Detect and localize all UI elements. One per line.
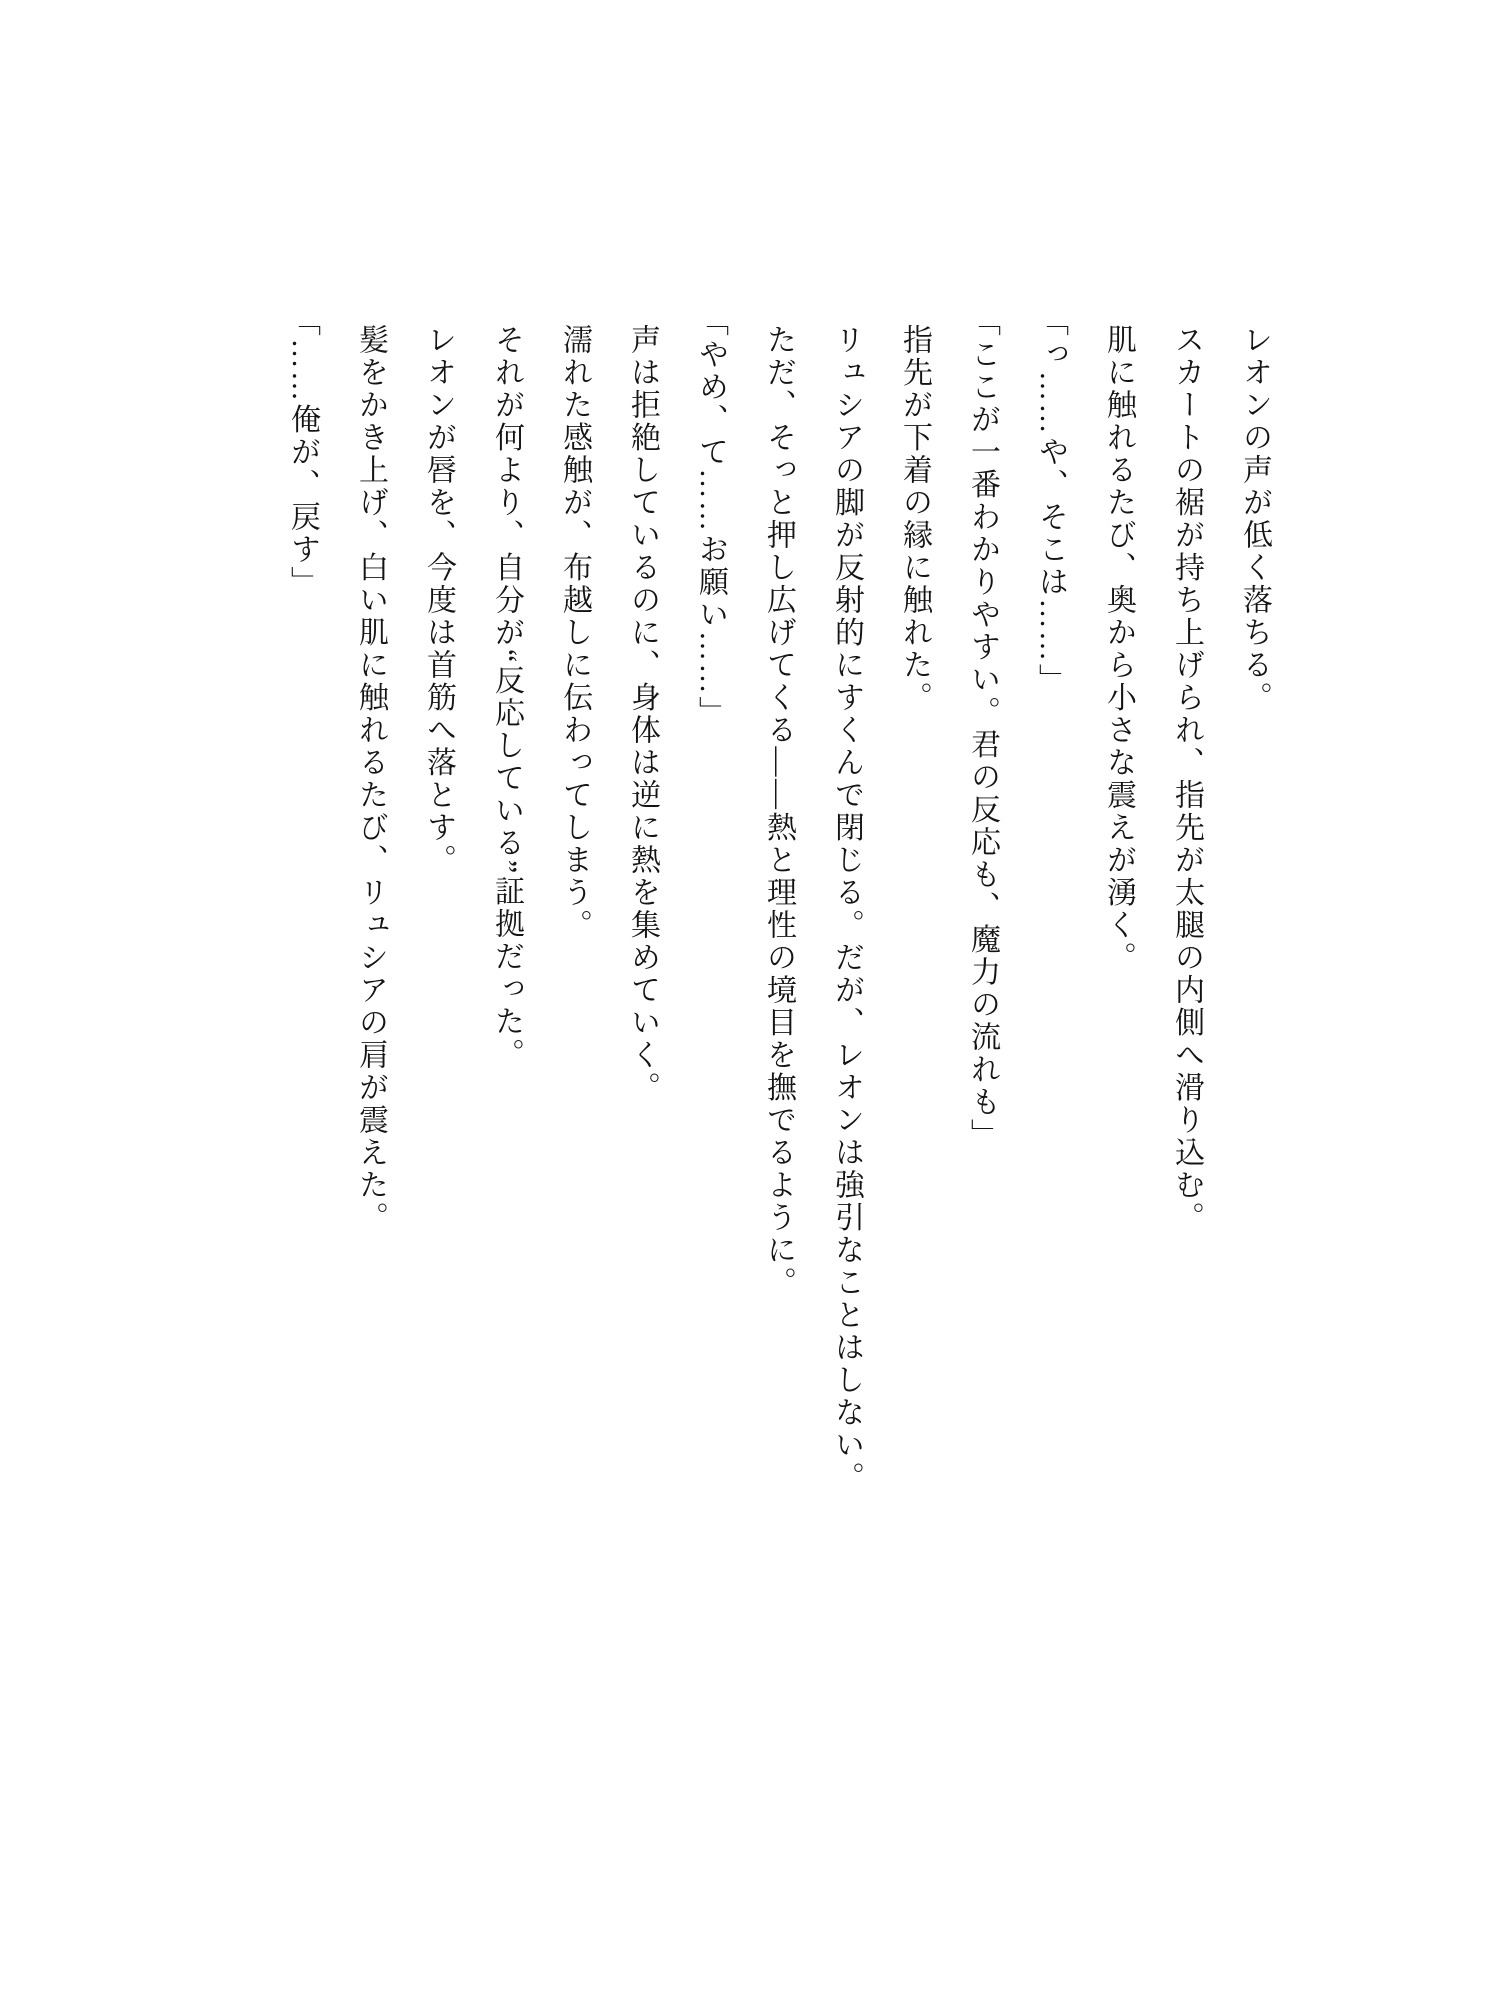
paragraph-6: 指先が下着の縁に触れた。 <box>898 324 931 714</box>
paragraph-5-dialogue: 「ここが一番わかりやすい。君の反応も、魔力の流れも」 <box>966 306 999 1151</box>
paragraph-11: 濡れた感触が、布越しに伝わってしまう。 <box>558 324 591 942</box>
paragraph-8: ただ、そっと押し広げてくる——熱と理性の境目を撫でるように。 <box>762 324 795 1299</box>
paragraph-7: リュシアの脚が反射的にすくんで閉じる。だが、レオンは強引なことはしない。 <box>830 324 863 1494</box>
paragraph-3: 肌に触れるたび、奥から小さな震えが湧く。 <box>1102 324 1135 974</box>
paragraph-9-dialogue: 「やめ、て……お願い……」 <box>694 306 727 729</box>
vertical-text-block <box>268 306 1288 1536</box>
paragraph-14: 髪をかき上げ、白い肌に触れるたび、リュシアの肩が震えた。 <box>354 324 387 1234</box>
paragraph-2: スカートの裾が持ち上げられ、指先が太腿の内側へ滑り込む。 <box>1170 324 1203 1234</box>
paragraph-13: レオンが唇を、今度は首筋へ落とす。 <box>422 324 455 877</box>
paragraph-15-dialogue: 「……俺が、戻す」 <box>286 306 319 599</box>
paragraph-1: レオンの声が低く落ちる。 <box>1238 324 1271 714</box>
paragraph-10: 声は拒絶しているのに、身体は逆に熱を集めていく。 <box>626 324 659 1104</box>
paragraph-4-dialogue: 「っ……や、そこは……」 <box>1034 306 1067 696</box>
paragraph-12: それが何より、自分が“反応している”証拠だった。 <box>490 324 523 1071</box>
